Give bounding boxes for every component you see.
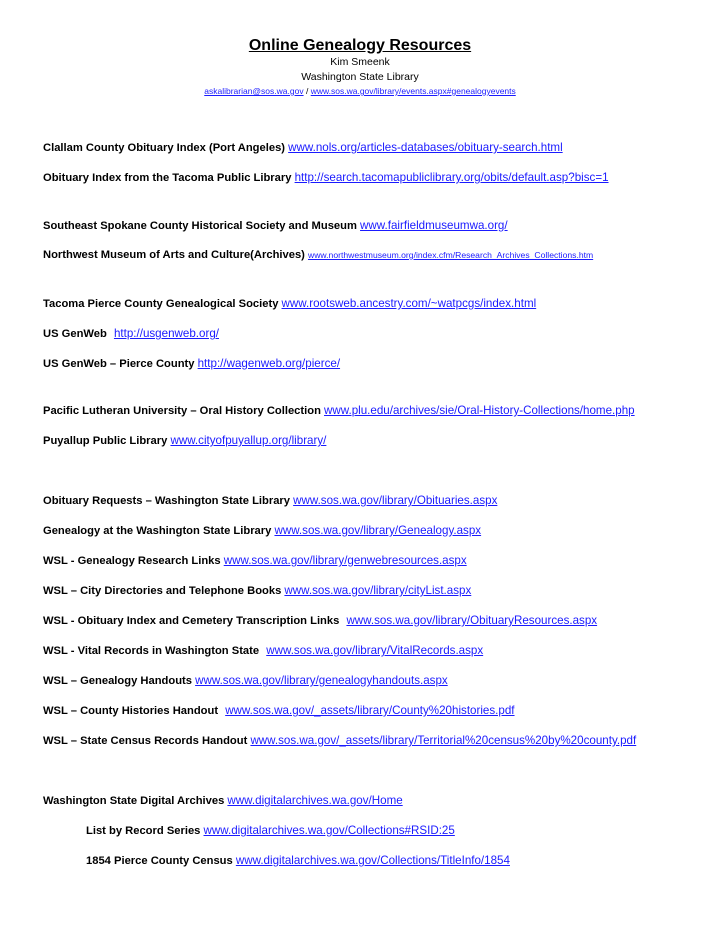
resource-entry: [43, 141, 563, 154]
resource-entry: [43, 249, 593, 261]
resource-label: Obituary Requests – Washington State Library: [43, 495, 290, 507]
resource-entry: [43, 644, 483, 657]
resource-label: US GenWeb: [43, 328, 107, 340]
resource-link[interactable]: www.nols.org/articles-databases/obituary-search.html: [288, 141, 563, 154]
resource-label: List by Record Series: [86, 825, 201, 837]
events-link[interactable]: www.sos.wa.gov/library/events.aspx#genealogyevents: [310, 86, 516, 96]
resource-label: WSL – State Census Records Handout: [43, 735, 248, 747]
resource-entry: [43, 434, 326, 447]
resource-label: Northwest Museum of Arts and Culture(Archives): [43, 249, 305, 261]
resource-entry: [86, 854, 510, 867]
author-name: Kim Smeenk: [330, 56, 390, 68]
resource-label: WSL - Vital Records in Washington State: [43, 645, 260, 657]
contact-separator: /: [305, 86, 309, 96]
resource-link[interactable]: www.sos.wa.gov/library/VitalRecords.aspx: [266, 644, 484, 657]
resource-entry: [43, 357, 340, 370]
resource-label: Clallam County Obituary Index (Port Angeles): [43, 142, 286, 154]
resource-link[interactable]: www.digitalarchives.wa.gov/Collections/TitleInfo/1854: [235, 854, 510, 867]
resource-link[interactable]: www.digitalarchives.wa.gov/Home: [227, 794, 403, 807]
resource-link[interactable]: http://search.tacomapubliclibrary.org/obits/default.asp?bisc=1: [294, 171, 609, 184]
resource-entry: [43, 584, 471, 597]
resource-entry: [43, 674, 448, 687]
resource-entry: [43, 614, 597, 627]
resource-entry: [43, 794, 403, 807]
resource-link[interactable]: www.fairfieldmuseumwa.org/: [360, 219, 508, 232]
resource-label: WSL – Genealogy Handouts: [43, 675, 192, 687]
resource-entry: [43, 327, 219, 340]
resource-label: Genealogy at the Washington State Library: [43, 525, 272, 537]
resource-label: Pacific Lutheran University – Oral History Collection: [43, 405, 321, 417]
resource-label: Washington State Digital Archives: [43, 795, 225, 807]
resource-link[interactable]: www.cityofpuyallup.org/library/: [170, 434, 327, 447]
document-title: Online Genealogy Resources: [248, 37, 472, 54]
email-link[interactable]: askalibrarian@sos.wa.gov: [204, 86, 304, 96]
resource-link[interactable]: www.sos.wa.gov/library/cityList.aspx: [284, 584, 472, 597]
resource-link[interactable]: www.sos.wa.gov/library/genwebresources.aspx: [223, 554, 467, 567]
resource-link[interactable]: www.sos.wa.gov/_assets/library/Territorial%20census%20by%20county.pdf: [250, 734, 637, 747]
resource-entry: [43, 734, 636, 747]
resource-link[interactable]: http://wagenweb.org/pierce/: [197, 357, 341, 370]
resource-entry: [43, 404, 635, 417]
resource-entry: [43, 171, 609, 184]
resource-entry: [43, 219, 508, 232]
resource-label: WSL – City Directories and Telephone Books: [43, 585, 282, 597]
resource-label: Puyallup Public Library: [43, 435, 168, 447]
resource-entry: [43, 554, 467, 567]
resource-link[interactable]: www.sos.wa.gov/library/Genealogy.aspx: [274, 524, 482, 537]
organization-name: Washington State Library: [301, 71, 419, 83]
resource-entry: [86, 824, 455, 837]
resource-link[interactable]: www.sos.wa.gov/library/ObituaryResources.aspx: [346, 614, 598, 627]
resource-link[interactable]: www.rootsweb.ancestry.com/~watpcgs/index.html: [281, 297, 537, 310]
resource-label: WSL – County Histories Handout: [43, 705, 219, 717]
resource-entry: [43, 524, 481, 537]
resource-entry: [43, 494, 497, 507]
resource-label: 1854 Pierce County Census: [86, 855, 233, 867]
resource-entry: [43, 297, 536, 310]
resource-label: Southeast Spokane County Historical Society and Museum: [43, 220, 357, 232]
resource-link[interactable]: www.sos.wa.gov/library/Obituaries.aspx: [293, 494, 498, 507]
resource-label: US GenWeb – Pierce County: [43, 358, 195, 370]
resource-link[interactable]: www.sos.wa.gov/_assets/library/County%20histories.pdf: [225, 704, 515, 717]
resource-link[interactable]: www.sos.wa.gov/library/genealogyhandouts.aspx: [195, 674, 448, 687]
resource-label: WSL - Genealogy Research Links: [43, 555, 221, 567]
resource-link[interactable]: www.digitalarchives.wa.gov/Collections#RSID:25: [203, 824, 455, 837]
contact-line: [0, 86, 720, 96]
resource-link[interactable]: http://usgenweb.org/: [113, 327, 219, 340]
resource-label: WSL - Obituary Index and Cemetery Transcription Links: [43, 615, 340, 627]
resource-link[interactable]: www.plu.edu/archives/sie/Oral-History-Collections/home.php: [324, 404, 635, 417]
resource-label: Obituary Index from the Tacoma Public Library: [43, 172, 292, 184]
resource-entry: [43, 704, 515, 717]
resource-link[interactable]: www.northwestmuseum.org/index.cfm/Research_Archives_Collections.htm: [308, 250, 594, 260]
resource-label: Tacoma Pierce County Genealogical Society: [43, 298, 279, 310]
